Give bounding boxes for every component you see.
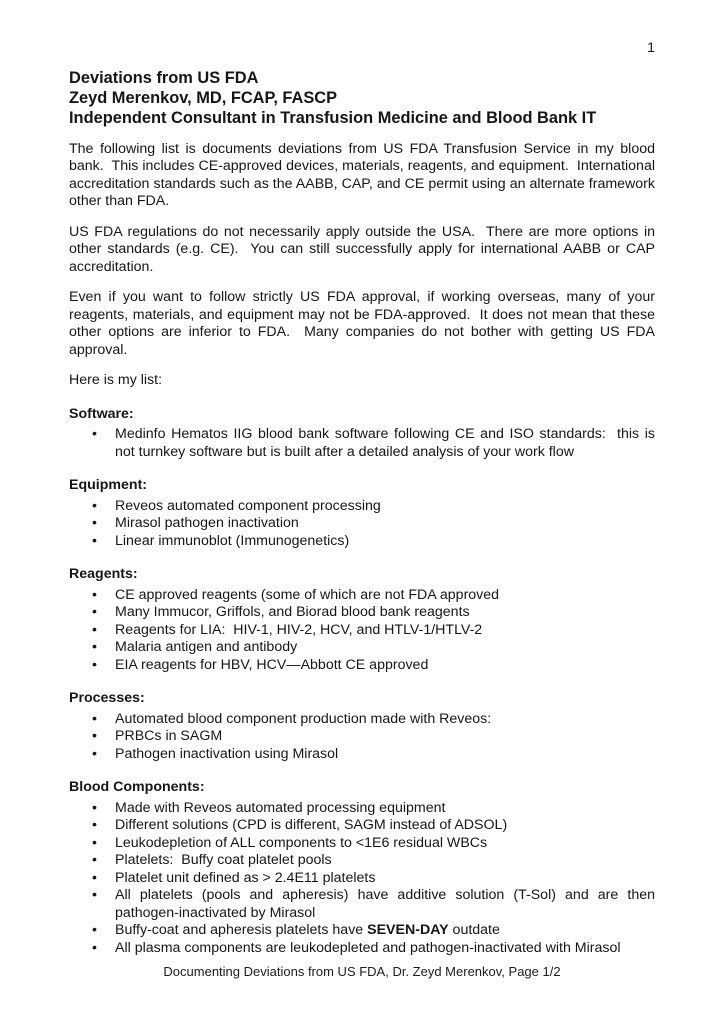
document-header bbox=[69, 68, 655, 128]
bullet-item: • Medinfo Hematos IIG blood bank software following CE and ISO standards: this is not turnkey software but is built after a detailed analysis of your work flow bbox=[69, 426, 655, 461]
list-section bbox=[69, 477, 655, 550]
list-section bbox=[69, 779, 655, 957]
bullet-list bbox=[69, 587, 655, 675]
bullet-item: • All platelets (pools and apheresis) have additive solution (T-Sol) and are then pathogen-inactivated by Mirasol bbox=[69, 887, 655, 922]
bullet-list bbox=[69, 711, 655, 764]
bullet-list bbox=[69, 498, 655, 551]
bullet-item: • Reagents for LIA: HIV-1, HIV-2, HCV, and HTLV-1/HTLV-2 bbox=[69, 622, 655, 640]
bullet-item: • Platelets: Buffy coat platelet pools bbox=[69, 852, 655, 870]
list-section bbox=[69, 406, 655, 462]
section-heading: Equipment: bbox=[69, 477, 148, 493]
section-heading: Blood Components: bbox=[69, 779, 205, 795]
page-number: 1 bbox=[647, 40, 655, 56]
bullet-item: • PRBCs in SAGM bbox=[69, 728, 655, 746]
bullet-item: • Many Immucor, Griffols, and Biorad blood bank reagents bbox=[69, 604, 655, 622]
bullet-item: • Leukodepletion of ALL components to <1E6 residual WBCs bbox=[69, 835, 655, 853]
document-author: Zeyd Merenkov, MD, FCAP, FASCP bbox=[69, 88, 338, 107]
paragraph: Even if you want to follow strictly US FDA approval, if working overseas, many of your reagents, materials, and equipment may not be FDA-approved. It does not mean that these other options are inferior to FDA. Many companies do not bother with getting US FDA approval. bbox=[69, 289, 655, 358]
section-heading: Reagents: bbox=[69, 566, 138, 582]
document-author-role: Independent Consultant in Transfusion Medicine and Blood Bank IT bbox=[69, 108, 597, 127]
section-heading: Software: bbox=[69, 405, 134, 422]
bullet-list bbox=[69, 426, 655, 461]
bullet-item: • Automated blood component production made with Reveos: bbox=[69, 711, 655, 729]
bullet-list bbox=[69, 800, 655, 958]
paragraph: Here is my list: bbox=[69, 372, 163, 388]
bullet-item: • EIA reagents for HBV, HCV—Abbott CE approved bbox=[69, 657, 655, 675]
bullet-item: • Malaria antigen and antibody bbox=[69, 639, 655, 657]
bullet-item: • Mirasol pathogen inactivation bbox=[69, 515, 655, 533]
bullet-item: • All plasma components are leukodepleted and pathogen-inactivated with Mirasol bbox=[69, 940, 655, 958]
body-paragraphs bbox=[69, 141, 655, 390]
list-section bbox=[69, 566, 655, 674]
bullet-item: • Different solutions (CPD is different, SAGM instead of ADSOL) bbox=[69, 817, 655, 835]
paragraph: US FDA regulations do not necessarily apply outside the USA. There are more options in other standards (e.g. CE). You can still successfully apply for international AABB or CAP accreditation. bbox=[69, 223, 655, 275]
section-heading: Processes: bbox=[69, 690, 145, 706]
page-footer: Documenting Deviations from US FDA, Dr. Zeyd Merenkov, Page 1/2 bbox=[163, 964, 561, 979]
document-title: Deviations from US FDA bbox=[69, 68, 259, 87]
bullet-item: • Platelet unit defined as > 2.4E11 platelets bbox=[69, 870, 655, 888]
bullet-item: • Buffy-coat and apheresis platelets have SEVEN-DAY outdate bbox=[69, 922, 655, 940]
bullet-item: • CE approved reagents (some of which are not FDA approved bbox=[69, 587, 655, 605]
bullet-item: • Made with Reveos automated processing equipment bbox=[69, 800, 655, 818]
list-sections bbox=[69, 406, 655, 958]
list-section bbox=[69, 690, 655, 763]
bullet-item: • Pathogen inactivation using Mirasol bbox=[69, 746, 655, 764]
bullet-item: • Reveos automated component processing bbox=[69, 498, 655, 516]
paragraph: The following list is documents deviations from US FDA Transfusion Service in my blood bank. This includes CE-approved devices, materials, reagents, and equipment. International accreditation standards such as the AABB, CAP, and CE permit using an alternate framework other than FDA. bbox=[69, 140, 655, 209]
bullet-item: • Linear immunoblot (Immunogenetics) bbox=[69, 533, 655, 551]
